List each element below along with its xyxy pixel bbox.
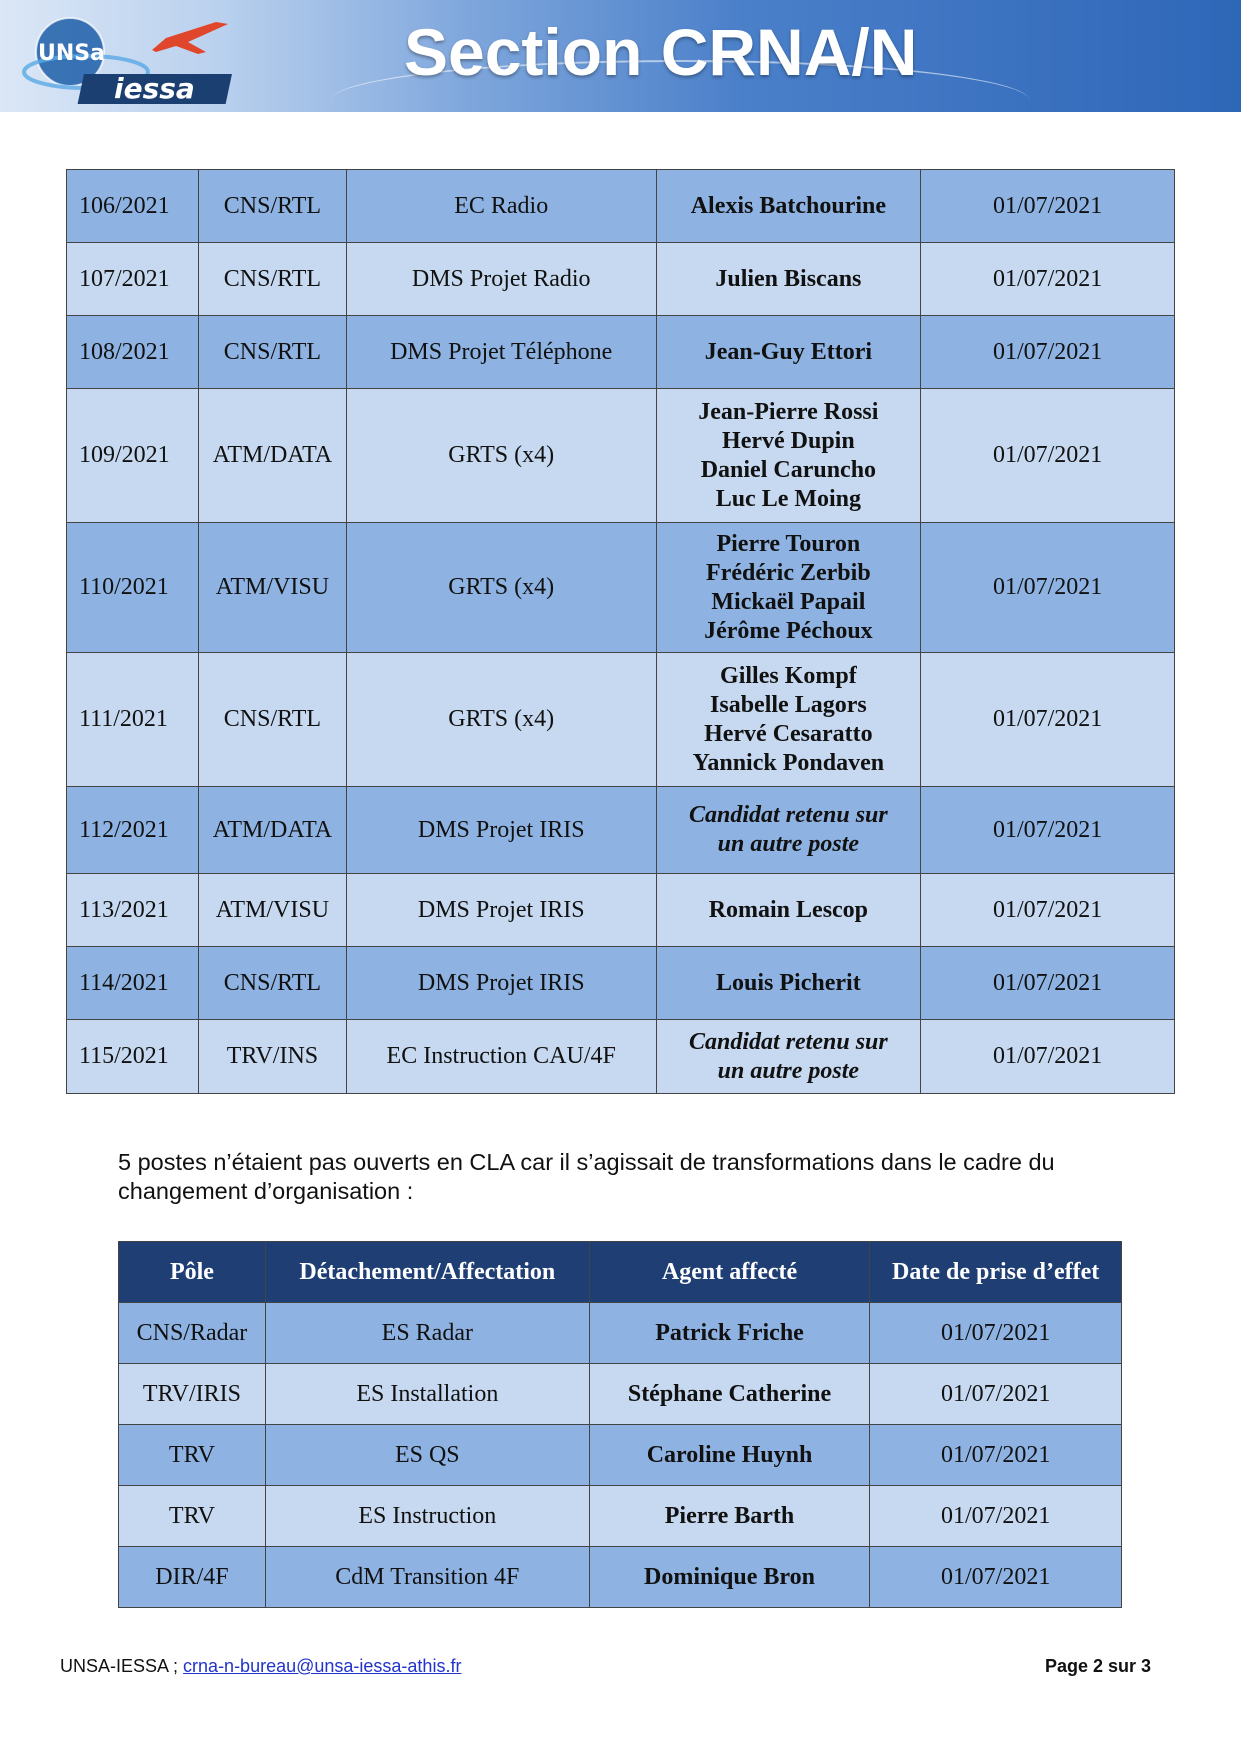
cell-date: 01/07/2021 [921, 653, 1175, 787]
candidate-note-line: Candidat retenu sur [689, 802, 888, 828]
table-row [67, 243, 1175, 316]
candidate-name: Louis Picherit [716, 969, 861, 996]
cell-poste: DMS Projet IRIS [346, 787, 656, 874]
cell-date: 01/07/2021 [921, 170, 1175, 243]
candidate-name: Luc Le Moing [715, 485, 862, 512]
cell-pole: CNS/RTL [198, 243, 346, 316]
unsa-iessa-logo [16, 8, 256, 108]
cell-poste: DMS Projet IRIS [346, 947, 656, 1020]
header-agent: Agent affecté [589, 1242, 870, 1303]
page-number: Page 2 sur 3 [1044, 1656, 1151, 1676]
cell-pole: CNS/RTL [198, 316, 346, 389]
candidate-note-line: un autre poste [717, 831, 860, 857]
cell-candidates [656, 653, 921, 787]
logo-initials: UNSa [38, 41, 105, 66]
cell-pole: CNS/RTL [198, 653, 346, 787]
page-title: Section CRNA/N [404, 15, 918, 89]
candidate-name: Gilles Kompf [720, 662, 857, 689]
candidate-name: Mickaël Papail [711, 588, 866, 615]
airplane-icon [152, 22, 228, 54]
cell-number: 113/2021 [67, 874, 199, 947]
cell-agent: Stéphane Catherine [589, 1364, 870, 1425]
header-banner [0, 0, 1241, 112]
candidate-name: Hervé Cesaratto [704, 720, 873, 747]
cell-candidates [656, 243, 921, 316]
candidate-name: Pierre Touron [716, 530, 861, 557]
cell-date: 01/07/2021 [921, 1020, 1175, 1094]
cell-number: 109/2021 [67, 389, 199, 523]
table-row [119, 1364, 1122, 1425]
cell-pole: CNS/RTL [198, 170, 346, 243]
table-row [67, 389, 1175, 523]
cell-date: 01/07/2021 [921, 523, 1175, 653]
cell-candidates [656, 787, 921, 874]
logo-text: iessa [114, 72, 195, 105]
cell-pole: TRV [119, 1425, 266, 1486]
cell-pole: CNS/Radar [119, 1303, 266, 1364]
table-row [67, 1020, 1175, 1094]
cell-pole: ATM/DATA [198, 389, 346, 523]
header-pole: Pôle [119, 1242, 266, 1303]
cell-date: 01/07/2021 [870, 1364, 1122, 1425]
cell-number: 106/2021 [67, 170, 199, 243]
candidate-name: Julien Biscans [715, 265, 862, 292]
cell-number: 111/2021 [67, 653, 199, 787]
table-row [67, 170, 1175, 243]
table-row [119, 1547, 1122, 1608]
cell-date: 01/07/2021 [921, 389, 1175, 523]
cell-pole: DIR/4F [119, 1547, 266, 1608]
cell-number: 108/2021 [67, 316, 199, 389]
table-row [119, 1425, 1122, 1486]
candidate-name: Jérôme Péchoux [704, 617, 873, 644]
cell-candidates [656, 170, 921, 243]
table-row [119, 1486, 1122, 1547]
candidate-name: Alexis Batchourine [690, 192, 887, 219]
cell-number: 107/2021 [67, 243, 199, 316]
footer-contact [60, 1656, 461, 1677]
candidate-name: Daniel Caruncho [700, 456, 877, 483]
footer-org: UNSA-IESSA ; [60, 1656, 184, 1676]
candidate-note-line: Candidat retenu sur [689, 1028, 888, 1055]
cell-candidates [656, 874, 921, 947]
footer-email-link[interactable]: crna-n-bureau@unsa-iessa-athis.fr [183, 1656, 462, 1676]
cell-candidates [656, 947, 921, 1020]
cell-poste: GRTS (x4) [346, 653, 656, 787]
cell-date: 01/07/2021 [921, 874, 1175, 947]
positions-table [66, 169, 1175, 1094]
cell-agent: Caroline Huynh [589, 1425, 870, 1486]
candidate-name: Romain Lescop [708, 896, 869, 923]
candidate-name: Jean-Pierre Rossi [698, 398, 879, 425]
candidate-name: Jean-Guy Ettori [704, 338, 873, 365]
cell-affectation: ES Radar [265, 1303, 589, 1364]
cell-candidates [656, 316, 921, 389]
cell-pole: ATM/VISU [198, 523, 346, 653]
cell-pole: ATM/DATA [198, 787, 346, 874]
cell-poste: GRTS (x4) [346, 389, 656, 523]
cell-pole: TRV/INS [198, 1020, 346, 1094]
cell-date: 01/07/2021 [921, 947, 1175, 1020]
cell-agent: Pierre Barth [589, 1486, 870, 1547]
cell-date: 01/07/2021 [870, 1425, 1122, 1486]
table-row [67, 787, 1175, 874]
cell-pole: ATM/VISU [198, 874, 346, 947]
candidate-note-line: un autre poste [717, 1057, 860, 1084]
cell-date: 01/07/2021 [921, 316, 1175, 389]
cell-number: 114/2021 [67, 947, 199, 1020]
cell-pole: TRV/IRIS [119, 1364, 266, 1425]
cell-poste: EC Radio [346, 170, 656, 243]
cell-date: 01/07/2021 [870, 1486, 1122, 1547]
candidate-name: Frédéric Zerbib [706, 559, 871, 586]
cell-number: 110/2021 [67, 523, 199, 653]
cell-affectation: CdM Transition 4F [265, 1547, 589, 1608]
cell-number: 115/2021 [67, 1020, 199, 1094]
cell-date: 01/07/2021 [921, 243, 1175, 316]
table-row [67, 874, 1175, 947]
table-row [119, 1303, 1122, 1364]
cell-date: 01/07/2021 [870, 1547, 1122, 1608]
cell-agent: Dominique Bron [589, 1547, 870, 1608]
cell-candidates [656, 389, 921, 523]
candidate-name: Yannick Pondaven [692, 749, 885, 776]
cell-poste: GRTS (x4) [346, 523, 656, 653]
cell-number: 112/2021 [67, 787, 199, 874]
cell-candidates [656, 1020, 921, 1094]
cell-agent: Patrick Friche [589, 1303, 870, 1364]
table-row [67, 947, 1175, 1020]
cell-poste: DMS Projet Téléphone [346, 316, 656, 389]
cell-affectation: ES Instruction [265, 1486, 589, 1547]
candidate-name: Hervé Dupin [722, 427, 855, 454]
cell-poste: EC Instruction CAU/4F [346, 1020, 656, 1094]
cell-date: 01/07/2021 [921, 787, 1175, 874]
table-header-row [119, 1242, 1122, 1303]
cell-pole: CNS/RTL [198, 947, 346, 1020]
cell-affectation: ES Installation [265, 1364, 589, 1425]
cell-date: 01/07/2021 [870, 1303, 1122, 1364]
cell-candidates [656, 523, 921, 653]
cell-pole: TRV [119, 1486, 266, 1547]
candidate-name: Isabelle Lagors [710, 691, 867, 718]
intro-paragraph: 5 postes n’étaient pas ouverts en CLA car il s’agissait de transformations dans le cadre du changement d’organisation : [118, 1149, 1055, 1204]
header-date: Date de prise d’effet [870, 1242, 1122, 1303]
table-row [67, 653, 1175, 787]
table-row [67, 523, 1175, 653]
transformations-table [118, 1241, 1122, 1608]
cell-poste: DMS Projet IRIS [346, 874, 656, 947]
header-affectation: Détachement/Affectation [265, 1242, 589, 1303]
cell-poste: DMS Projet Radio [346, 243, 656, 316]
table-row [67, 316, 1175, 389]
cell-affectation: ES QS [265, 1425, 589, 1486]
